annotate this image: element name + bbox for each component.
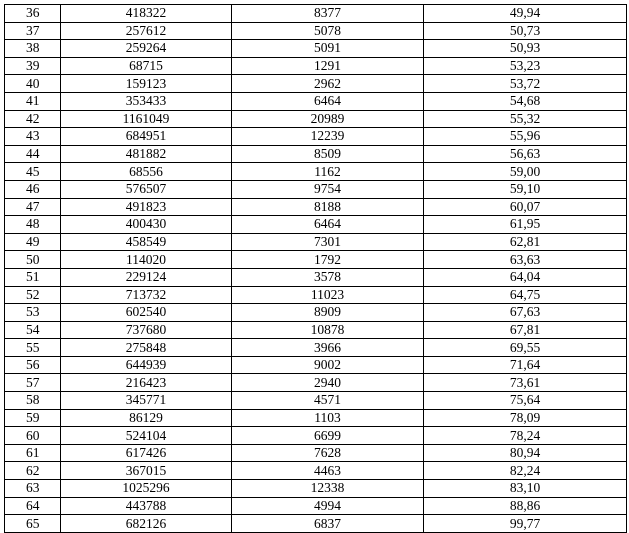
row-number-cell: 40 — [5, 75, 61, 93]
col2-cell: 86129 — [61, 409, 232, 427]
col3-cell: 4463 — [232, 462, 424, 480]
row-number-cell: 61 — [5, 444, 61, 462]
col2-cell: 617426 — [61, 444, 232, 462]
row-number-cell: 55 — [5, 339, 61, 357]
col3-cell: 12338 — [232, 480, 424, 498]
col4-cell: 67,63 — [424, 304, 627, 322]
col3-cell: 1291 — [232, 57, 424, 75]
col2-cell: 345771 — [61, 392, 232, 410]
table-row — [5, 163, 627, 181]
row-number-cell: 45 — [5, 163, 61, 181]
col2-cell: 602540 — [61, 304, 232, 322]
col3-cell: 6464 — [232, 92, 424, 110]
col2-cell: 68556 — [61, 163, 232, 181]
col4-cell: 62,81 — [424, 233, 627, 251]
col2-cell: 229124 — [61, 268, 232, 286]
col4-cell: 59,10 — [424, 180, 627, 198]
row-number-cell: 60 — [5, 427, 61, 445]
col3-cell: 8909 — [232, 304, 424, 322]
table-row — [5, 268, 627, 286]
col2-cell: 259264 — [61, 40, 232, 58]
row-number-cell: 43 — [5, 128, 61, 146]
col4-cell: 50,93 — [424, 40, 627, 58]
row-number-cell: 63 — [5, 480, 61, 498]
data-table — [4, 4, 627, 533]
col4-cell: 55,32 — [424, 110, 627, 128]
col4-cell: 80,94 — [424, 444, 627, 462]
col3-cell: 6464 — [232, 216, 424, 234]
table-row — [5, 180, 627, 198]
row-number-cell: 62 — [5, 462, 61, 480]
col3-cell: 9754 — [232, 180, 424, 198]
col4-cell: 64,75 — [424, 286, 627, 304]
row-number-cell: 46 — [5, 180, 61, 198]
col3-cell: 12239 — [232, 128, 424, 146]
table-row — [5, 392, 627, 410]
col2-cell: 114020 — [61, 251, 232, 269]
col3-cell: 5078 — [232, 22, 424, 40]
row-number-cell: 65 — [5, 515, 61, 533]
table-row — [5, 339, 627, 357]
col4-cell: 55,96 — [424, 128, 627, 146]
table-row — [5, 57, 627, 75]
col3-cell: 8377 — [232, 5, 424, 23]
table-row — [5, 480, 627, 498]
col2-cell: 418322 — [61, 5, 232, 23]
col3-cell: 7628 — [232, 444, 424, 462]
col3-cell: 4571 — [232, 392, 424, 410]
table-row — [5, 216, 627, 234]
table-row — [5, 304, 627, 322]
table-row — [5, 40, 627, 58]
row-number-cell: 57 — [5, 374, 61, 392]
table-row — [5, 22, 627, 40]
table-row — [5, 198, 627, 216]
col2-cell: 159123 — [61, 75, 232, 93]
col3-cell: 7301 — [232, 233, 424, 251]
col2-cell: 713732 — [61, 286, 232, 304]
col4-cell: 63,63 — [424, 251, 627, 269]
col3-cell: 10878 — [232, 321, 424, 339]
table-row — [5, 75, 627, 93]
col4-cell: 54,68 — [424, 92, 627, 110]
row-number-cell: 44 — [5, 145, 61, 163]
col4-cell: 59,00 — [424, 163, 627, 181]
col3-cell: 6699 — [232, 427, 424, 445]
row-number-cell: 53 — [5, 304, 61, 322]
col3-cell: 1162 — [232, 163, 424, 181]
col3-cell: 4994 — [232, 497, 424, 515]
table-row — [5, 128, 627, 146]
row-number-cell: 42 — [5, 110, 61, 128]
table-row — [5, 515, 627, 533]
col3-cell: 2962 — [232, 75, 424, 93]
col2-cell: 275848 — [61, 339, 232, 357]
col2-cell: 400430 — [61, 216, 232, 234]
col3-cell: 9002 — [232, 356, 424, 374]
col2-cell: 1025296 — [61, 480, 232, 498]
col4-cell: 83,10 — [424, 480, 627, 498]
col2-cell: 524104 — [61, 427, 232, 445]
row-number-cell: 52 — [5, 286, 61, 304]
col4-cell: 60,07 — [424, 198, 627, 216]
col4-cell: 75,64 — [424, 392, 627, 410]
col2-cell: 737680 — [61, 321, 232, 339]
table-row — [5, 5, 627, 23]
col2-cell: 68715 — [61, 57, 232, 75]
col4-cell: 56,63 — [424, 145, 627, 163]
col4-cell: 67,81 — [424, 321, 627, 339]
col3-cell: 6837 — [232, 515, 424, 533]
row-number-cell: 49 — [5, 233, 61, 251]
table-row — [5, 145, 627, 163]
table-row — [5, 286, 627, 304]
row-number-cell: 48 — [5, 216, 61, 234]
col2-cell: 458549 — [61, 233, 232, 251]
table-row — [5, 374, 627, 392]
table-row — [5, 110, 627, 128]
row-number-cell: 59 — [5, 409, 61, 427]
table-row — [5, 409, 627, 427]
row-number-cell: 38 — [5, 40, 61, 58]
col3-cell: 8188 — [232, 198, 424, 216]
col2-cell: 443788 — [61, 497, 232, 515]
col4-cell: 50,73 — [424, 22, 627, 40]
col3-cell: 20989 — [232, 110, 424, 128]
col4-cell: 88,86 — [424, 497, 627, 515]
col2-cell: 644939 — [61, 356, 232, 374]
table-row — [5, 321, 627, 339]
row-number-cell: 56 — [5, 356, 61, 374]
row-number-cell: 64 — [5, 497, 61, 515]
col3-cell: 8509 — [232, 145, 424, 163]
col3-cell: 3578 — [232, 268, 424, 286]
col4-cell: 82,24 — [424, 462, 627, 480]
col4-cell: 78,24 — [424, 427, 627, 445]
col3-cell: 1103 — [232, 409, 424, 427]
col4-cell: 78,09 — [424, 409, 627, 427]
table-row — [5, 92, 627, 110]
col3-cell: 2940 — [232, 374, 424, 392]
col3-cell: 5091 — [232, 40, 424, 58]
col2-cell: 684951 — [61, 128, 232, 146]
col3-cell: 1792 — [232, 251, 424, 269]
row-number-cell: 58 — [5, 392, 61, 410]
col4-cell: 53,23 — [424, 57, 627, 75]
row-number-cell: 36 — [5, 5, 61, 23]
col4-cell: 71,64 — [424, 356, 627, 374]
row-number-cell: 47 — [5, 198, 61, 216]
col2-cell: 353433 — [61, 92, 232, 110]
table-row — [5, 356, 627, 374]
col4-cell: 73,61 — [424, 374, 627, 392]
row-number-cell: 37 — [5, 22, 61, 40]
col4-cell: 61,95 — [424, 216, 627, 234]
col2-cell: 1161049 — [61, 110, 232, 128]
table-row — [5, 427, 627, 445]
col3-cell: 3966 — [232, 339, 424, 357]
row-number-cell: 54 — [5, 321, 61, 339]
col3-cell: 11023 — [232, 286, 424, 304]
col4-cell: 49,94 — [424, 5, 627, 23]
col2-cell: 682126 — [61, 515, 232, 533]
col2-cell: 481882 — [61, 145, 232, 163]
table-row — [5, 444, 627, 462]
col4-cell: 53,72 — [424, 75, 627, 93]
row-number-cell: 41 — [5, 92, 61, 110]
col2-cell: 576507 — [61, 180, 232, 198]
col2-cell: 216423 — [61, 374, 232, 392]
row-number-cell: 51 — [5, 268, 61, 286]
col2-cell: 257612 — [61, 22, 232, 40]
row-number-cell: 50 — [5, 251, 61, 269]
col4-cell: 69,55 — [424, 339, 627, 357]
col4-cell: 99,77 — [424, 515, 627, 533]
col4-cell: 64,04 — [424, 268, 627, 286]
col2-cell: 491823 — [61, 198, 232, 216]
table-row — [5, 233, 627, 251]
row-number-cell: 39 — [5, 57, 61, 75]
table-row — [5, 462, 627, 480]
table-row — [5, 251, 627, 269]
table-body — [5, 5, 627, 533]
table-row — [5, 497, 627, 515]
col2-cell: 367015 — [61, 462, 232, 480]
